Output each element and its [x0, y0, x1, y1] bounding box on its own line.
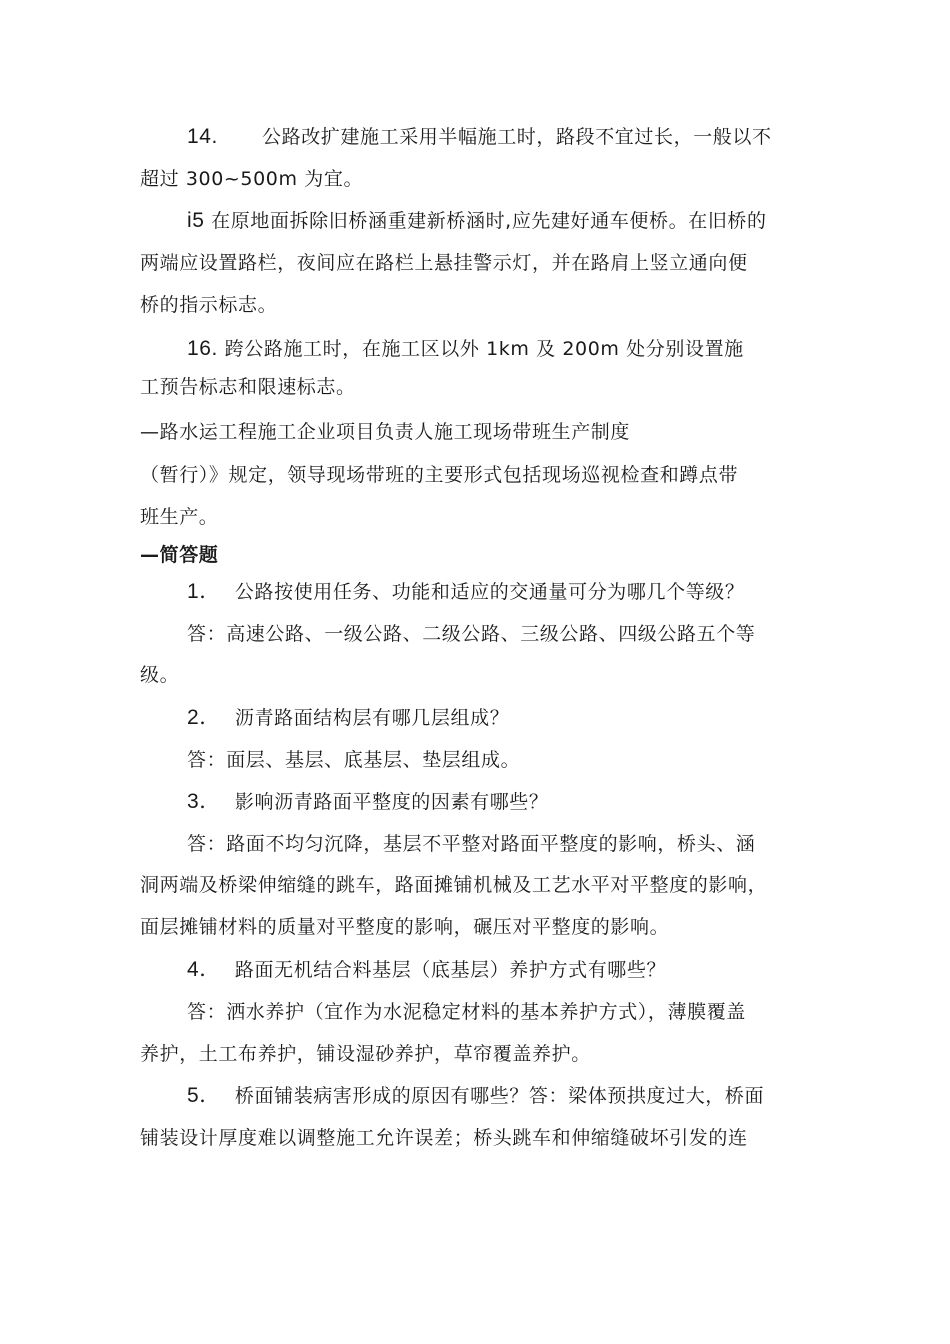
line-text: 路面无机结合料基层（底基层）养护方式有哪些？: [234, 959, 667, 981]
question-2: [187, 705, 509, 731]
line-text: 级。: [140, 664, 180, 686]
answer-3-line-1: [187, 831, 755, 857]
paragraph-16-line-2: [140, 374, 356, 400]
answer-1-line-1: [187, 621, 755, 647]
line-text: 在原地面拆除旧桥涵重建新桥涵时,应先建好通车便桥。在旧桥的: [204, 210, 767, 232]
answer-4-line-2: [140, 1041, 591, 1067]
answer-3-line-2: [140, 872, 767, 898]
item-number: 3．: [187, 790, 221, 813]
item-number: 4．: [187, 958, 221, 981]
answer-5-line-2: [140, 1125, 748, 1151]
line-text: 跨公路施工时，在施工区以外 1km 及 200m 处分别设置施: [218, 338, 744, 360]
paragraph-14-line-2: [140, 166, 363, 192]
item-number: 5．: [187, 1084, 221, 1107]
line-text: 铺装设计厚度难以调整施工允许误差；桥头跳车和伸缩缝破坏引发的连: [140, 1127, 748, 1149]
line-text: 沥青路面结构层有哪几层组成？: [234, 707, 510, 729]
line-text: 影响沥青路面平整度的因素有哪些？: [234, 791, 549, 813]
line-text: 班生产。: [140, 506, 219, 528]
line-text: 答：路面不均匀沉降，基层不平整对路面平整度的影响，桥头、涵: [187, 833, 756, 855]
line-text: 工预告标志和限速标志。: [140, 376, 356, 398]
line-text: 两端应设置路栏，夜间应在路栏上悬挂警示灯，并在路肩上竖立通向便: [140, 252, 748, 274]
line-text: 超过 300~500m 为宜。: [140, 168, 364, 190]
paragraph-14-line-1: [187, 124, 772, 150]
paragraph-15-line-3: [140, 292, 277, 318]
heading-text: —简答题: [140, 544, 219, 566]
regulation-line-3: [140, 504, 218, 530]
answer-3-line-3: [140, 914, 669, 940]
answer-4-line-1: [187, 999, 746, 1025]
line-text: 养护，土工布养护，铺设湿砂养护，草帘覆盖养护。: [140, 1043, 591, 1065]
line-text: 洞两端及桥梁伸缩缝的跳车，路面摊铺机械及工艺水平对平整度的影响，: [140, 874, 768, 896]
section-heading: [140, 542, 218, 568]
question-1: [187, 579, 745, 605]
line-text: 公路改扩建施工采用半幅施工时，路段不宜过长，一般以不: [262, 126, 772, 148]
item-number: 1．: [187, 580, 221, 603]
item-number: 2．: [187, 706, 221, 729]
item-number: 14.: [187, 125, 218, 148]
regulation-line-2: [140, 462, 738, 488]
question-5: [187, 1083, 764, 1109]
paragraph-15-line-2: [140, 250, 748, 276]
question-4: [187, 957, 666, 983]
line-text: 答：洒水养护（宜作为水泥稳定材料的基本养护方式），薄膜覆盖: [187, 1001, 746, 1023]
item-number: i5: [187, 209, 205, 232]
line-text: 公路按使用任务、功能和适应的交通量可分为哪几个等级？: [234, 581, 745, 603]
paragraph-16-line-1: [187, 336, 744, 362]
line-text: 桥面铺装病害形成的原因有哪些？答：梁体预拱度过大，桥面: [234, 1085, 765, 1107]
line-text: 答：面层、基层、底基层、垫层组成。: [187, 749, 521, 771]
line-text: （暂行）》规定，领导现场带班的主要形式包括现场巡视检查和蹲点带: [140, 464, 739, 486]
line-text: 面层摊铺材料的质量对平整度的影响，碾压对平整度的影响。: [140, 916, 670, 938]
question-3: [187, 789, 549, 815]
line-text: 答：高速公路、一级公路、二级公路、三级公路、四级公路五个等: [187, 623, 756, 645]
line-text: 桥的指示标志。: [140, 294, 278, 316]
item-number: 16.: [187, 337, 218, 360]
answer-1-line-2: [140, 662, 179, 688]
line-text: —路水运工程施工企业项目负责人施工现场带班生产制度: [140, 421, 631, 443]
paragraph-15-line-1: [187, 208, 767, 234]
regulation-line-1: [140, 419, 630, 445]
answer-2: [187, 747, 520, 773]
